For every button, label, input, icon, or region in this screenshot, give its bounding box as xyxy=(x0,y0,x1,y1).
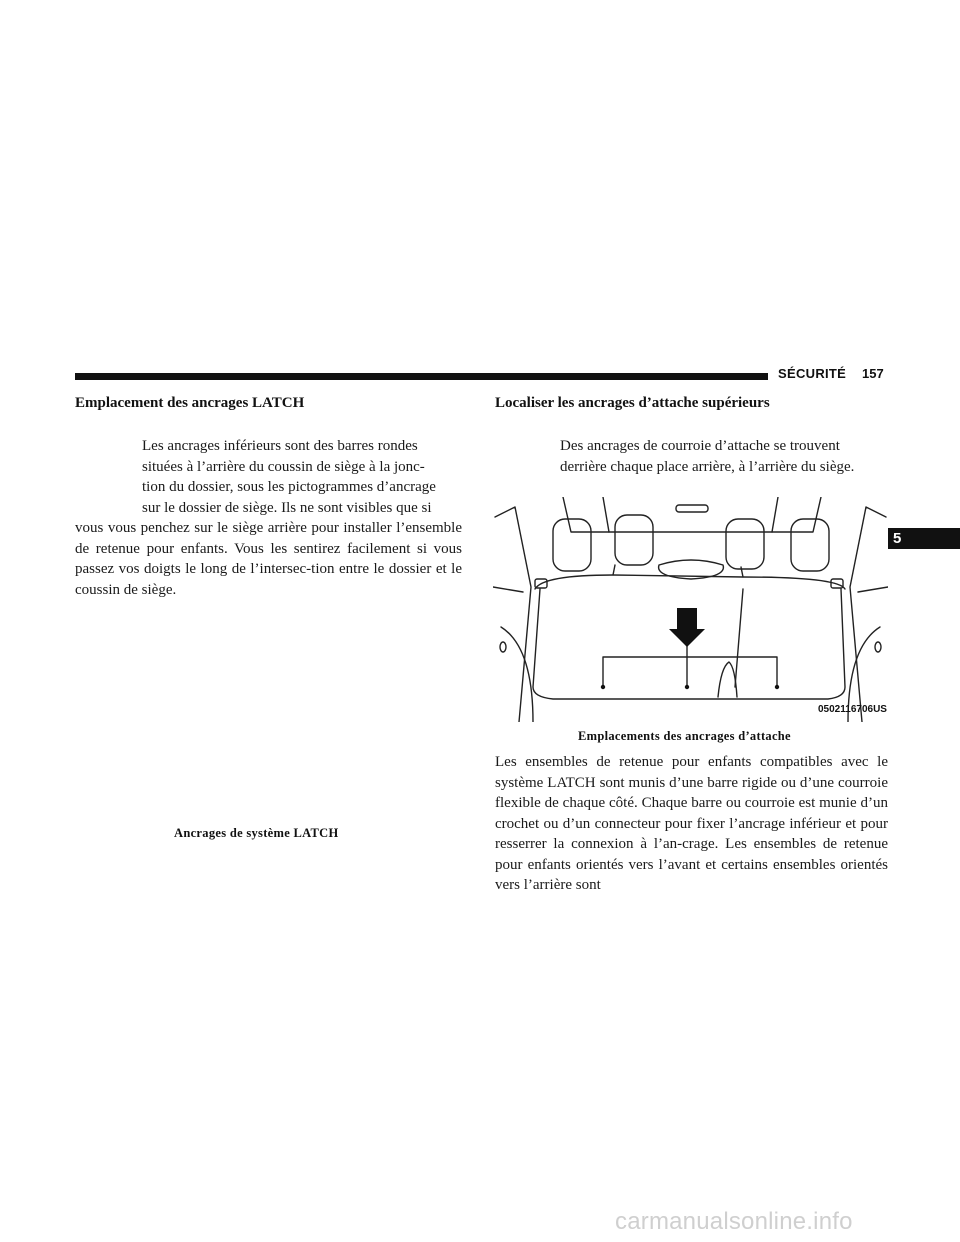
figure-code: 0502116706US xyxy=(818,704,887,715)
watermark[interactable]: carmanualsonline.info xyxy=(615,1208,853,1235)
right-figure-caption: Emplacements des ancrages d’attache xyxy=(578,729,791,743)
right-intro-line: derrière chaque place arrière, à l’arrière du siège. xyxy=(560,458,855,475)
left-intro-line: Les ancrages inférieurs sont des barres rondes xyxy=(142,438,418,454)
right-heading: Localiser les ancrages d’attache supérieurs xyxy=(495,395,770,411)
left-intro-line: sur le dossier de siège. Ils ne sont visibles que si xyxy=(142,499,432,516)
right-intro xyxy=(560,436,888,477)
chapter-tab[interactable]: 5 xyxy=(885,528,960,549)
right-intro-line: Des ancrages de courroie d’attache se trouvent xyxy=(560,438,840,454)
section-title: SÉCURITÉ xyxy=(778,366,847,381)
left-heading: Emplacement des ancrages LATCH xyxy=(75,395,305,411)
left-figure-caption: Ancrages de système LATCH xyxy=(174,826,339,840)
down-arrow-icon xyxy=(669,608,705,647)
left-body: vous vous penchez sur le siège arrière pour installer l’ensemble de retenue pour enfants. Vous les sentirez facilement si vous passez vos doigts le long de l’intersec-tion entre le dossier et le coussin de siège. xyxy=(75,520,462,598)
header-rule xyxy=(75,373,768,380)
page-number: 157 xyxy=(862,366,884,381)
tether-anchor-figure xyxy=(493,497,888,722)
left-intro xyxy=(142,436,462,518)
right-body: Les ensembles de retenue pour enfants compatibles avec le système LATCH sont munis d’une barre rigide ou d’une courroie flexible de chaque côté. Chaque barre ou courroie est munie d’un crochet ou d’un connecteur pour fixer l’ancrage inférieur et pour resserrer la connexion à l’an-crage. Les ensembles de retenue pour enfants orientés vers l’avant et certains ensembles orientés vers l’arrière sont xyxy=(495,754,888,893)
rear-seat-illustration xyxy=(493,497,888,722)
left-intro-line: situées à l’arrière du coussin de siège à la jonc- xyxy=(142,458,425,475)
left-intro-line: tion du dossier, sous les pictogrammes d’ancrage xyxy=(142,479,436,495)
